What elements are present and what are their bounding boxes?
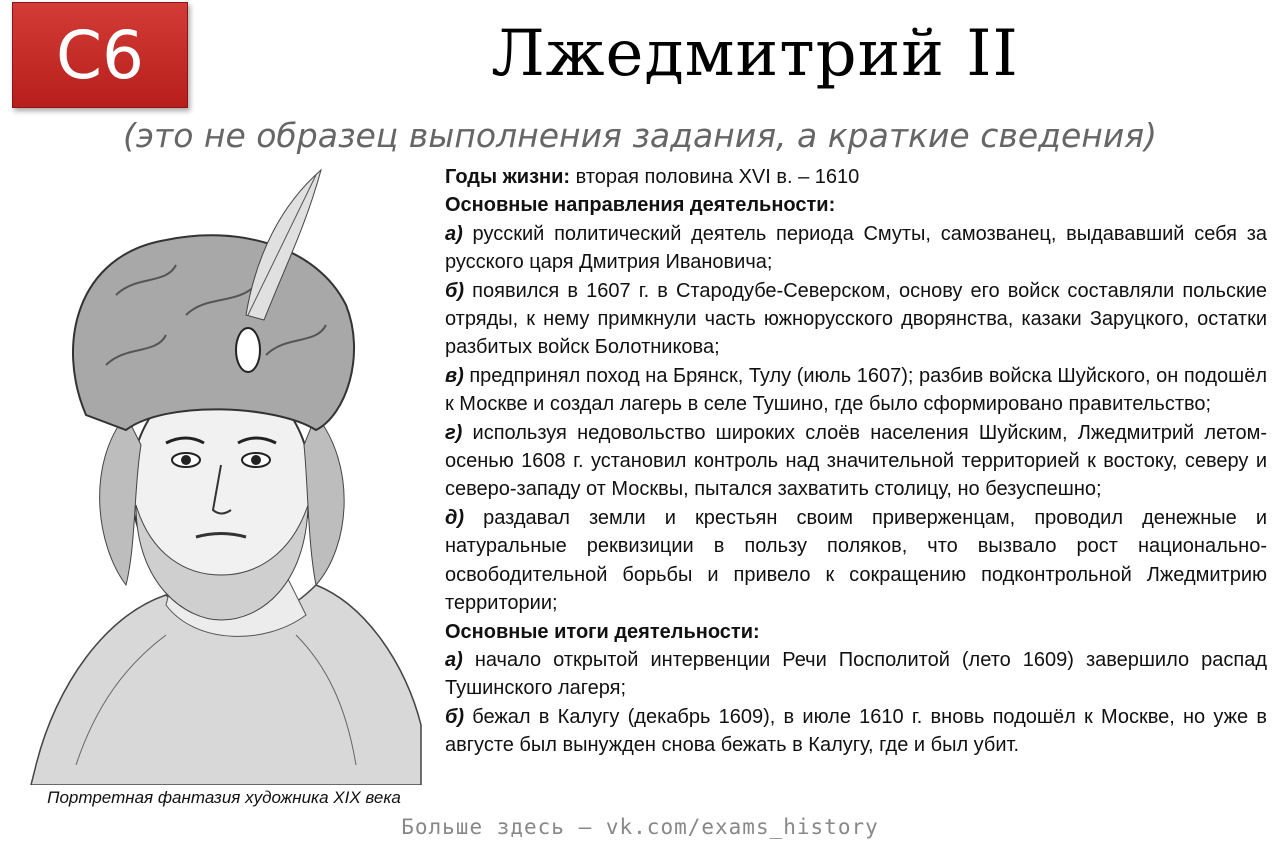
activity-item: д) раздавал земли и крестьян своим приверженцам, проводил денежные и натуральные реквизиции в пользу поляков, что вызвало рост национально-освободительной борьбы и привело к сокращению подконтрольной Лжедмитрию территории; — [445, 506, 1267, 615]
years-value: вторая половина XVI в. – 1610 — [575, 166, 860, 188]
activity-item: г) используя недовольство широких слоёв населения Шуйским, Лжедмитрий летом-осенью 1608 г. установил контроль над значительной территорией к востоку, северу и северо-западу от Москвы, пытался захватить столицу, но безуспешно; — [445, 421, 1267, 501]
results-heading: Основные итоги деятельности: — [445, 620, 760, 643]
activity-item: а) русский политический деятель периода Смуты, самозванец, выдававший себя за русского царя Дмитрия Ивановича; — [445, 222, 1267, 274]
footer-link[interactable]: Больше здесь — vk.com/exams_history — [401, 815, 879, 839]
years-line — [445, 163, 1267, 191]
years-label: Годы жизни: — [445, 166, 571, 188]
activities-heading: Основные направления деятельности: — [445, 194, 836, 217]
result-item: а) начало открытой интервенции Речи Посполитой (лето 1609) завершило распад Тушинского лагеря; — [445, 648, 1268, 700]
portrait-engraving-icon — [16, 165, 426, 785]
result-item: б) бежал в Калугу (декабрь 1609), в июле 1610 г. вновь подошёл к Москве, но уже в августе был вынужден снова бежать в Калугу, где и был убит. — [445, 705, 1267, 757]
portrait-caption: Портретная фантазия художника XIX века — [47, 788, 401, 807]
page-title: Лжедмитрий II — [491, 17, 1019, 91]
activity-item: в) предпринял поход на Брянск, Тулу (июль 1607); разбив войска Шуйского, он подошёл к Москве и создал лагерь в селе Тушино, где было сформировано правительство; — [445, 364, 1267, 416]
page-subtitle: (это не образец выполнения задания, а краткие сведения) — [122, 116, 1157, 155]
info-block — [445, 163, 1267, 760]
activity-item: б) появился в 1607 г. в Стародубе-Северском, основу его войск составляли польские отряды, к нему примкнули часть южнорусского дворянства, казаки Заруцкого, остатки разбитых войск Болотникова; — [445, 279, 1268, 359]
section-badge: С6 — [12, 2, 188, 108]
